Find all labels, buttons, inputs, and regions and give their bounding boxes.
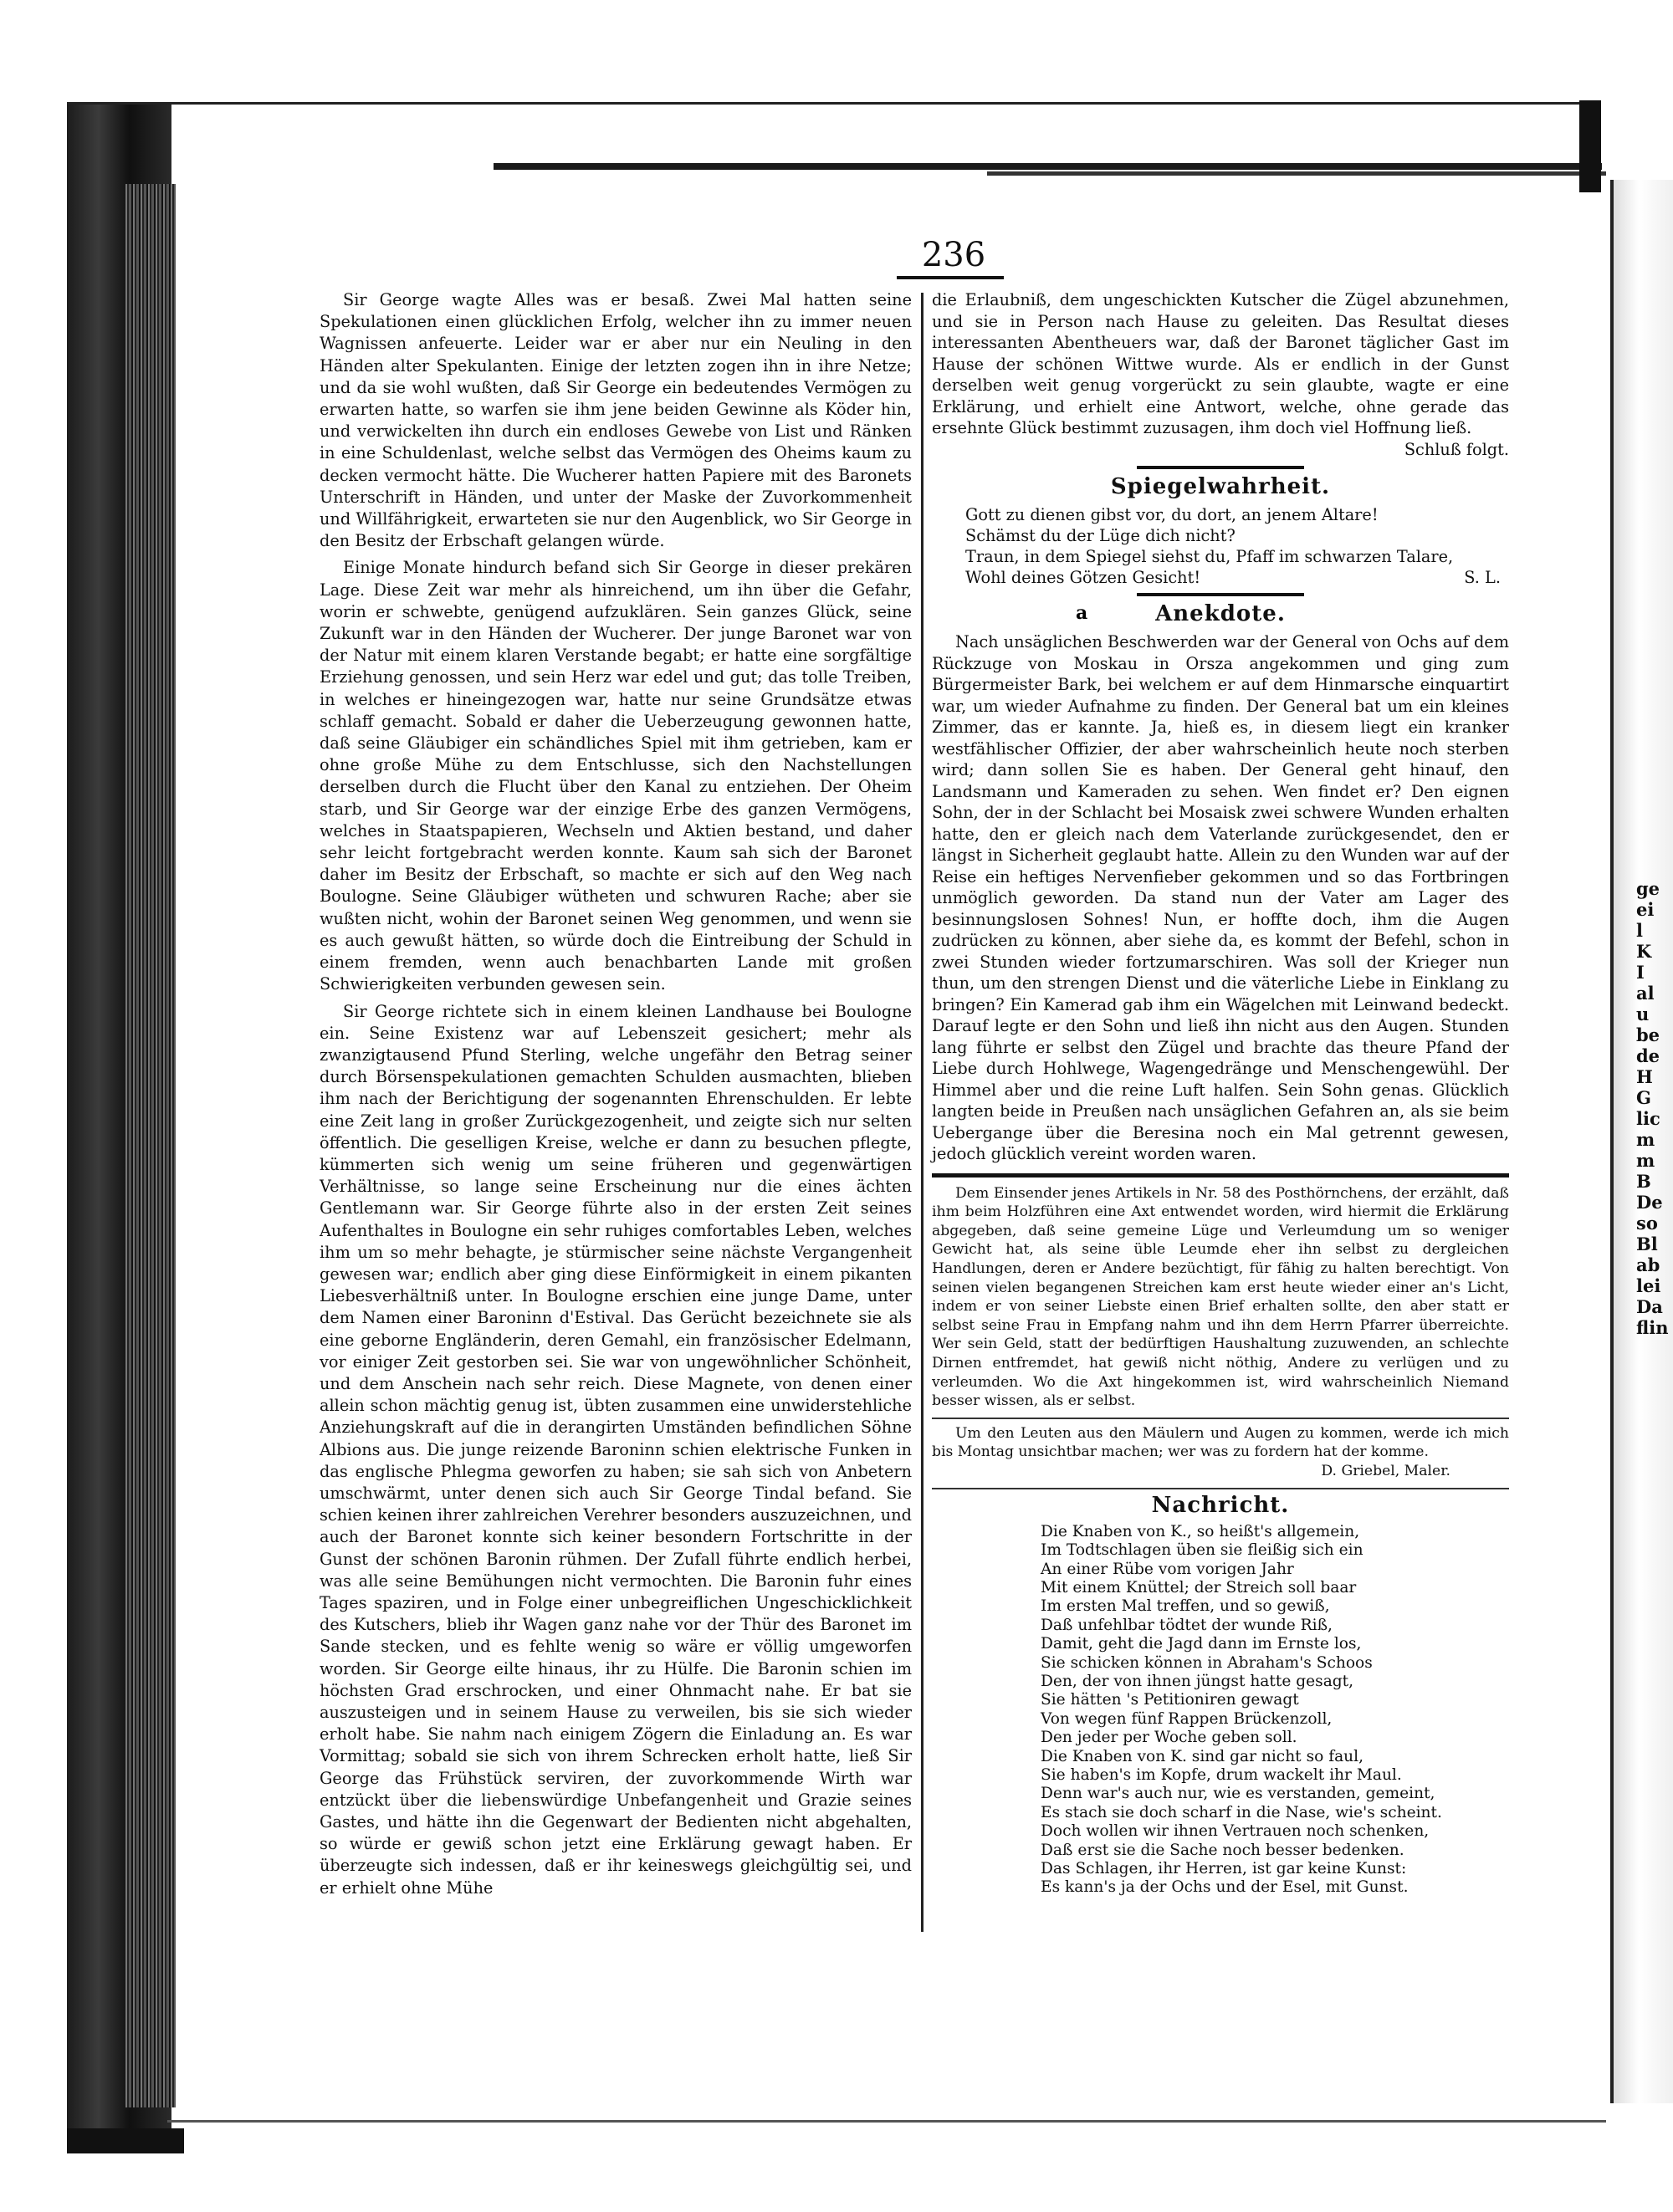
adjacent-fragment: lei bbox=[1636, 1275, 1661, 1296]
story-paragraph-2: Einige Monate hindurch befand sich Sir George in dieser prekären Lage. Diese Zeit war mehr als hinreichend, um ihn über die Gefahr, worin er schwebte, genügend aufzuklären. Sein ganzes Glück, seine Zukunft war in den Händen der Wucherer. Der junge Baronet war von der Natur mit einem klaren Verstande begabt; er hatte eine sorgfältige Erziehung genossen, und sein Herz war edel und gut; das tolle Treiben, in welches er hineingezogen war, hatte nur seine Grundsätze etwas schlaff gemacht. Sobald er daher die Ueberzeugung gewonnen hatte, daß seine Gläubiger ein schändliches Spiel mit ihm getrieben, kam er ohne große Mühe zu dem Entschlusse, sich den Nachstellungen derselben durch die Flucht über den Kanal zu entziehen. Der Oheim starb, und Sir George war der einzige Erbe des ganzen Vermögens, welches in Staatspapieren, Wechseln und Aktien bestand, und daher sehr leicht fortgebracht werden konnte. Kaum sah sich der Baronet daher im Besitz der Erbschaft, so machte er sich auf den Weg nach Boulogne. Seine Gläubiger wütheten und schwuren Rache; aber sie wußten nicht, wohin der Baronet seinen Weg genommen, und wenn sie es auch gewußt hätten, so würde doch die Eintreibung der Schuld in einem fremden, wenn auch benachbarten Lande mit großen Schwierigkeiten verbunden gewesen sein. bbox=[320, 558, 912, 994]
adjacent-fragment: H bbox=[1636, 1066, 1653, 1087]
nachricht-line: Die Knaben von K., so heißt's allgemein, bbox=[1041, 1522, 1360, 1540]
adjacent-fragment: m bbox=[1636, 1150, 1655, 1171]
adjacent-fragment: K bbox=[1636, 941, 1652, 962]
story-paragraph-3: Sir George richtete sich in einem kleinen Landhause bei Boulogne ein. Seine Existenz war auf Lebenszeit gesichert; mehr als zwanzigtausend Pfund Sterling, welche ungefähr den Betrag seiner durch Börsenspekulationen gemachten Schulden ausmachten, blieben ihm nach der Berichtigung der sogenannten Ehrenschulden. Er lebte eine Zeit lang in großer Zurückgezogenheit, und zeigte sich nur selten öffentlich. Die geselligen Kreise, welche er dann zu besuchen pflegte, kümmerten sich wenig um seine früheren und gegenwärtigen Verhältnisse, so lange seine Erscheinung nur die eines ächten Gentlemann war. Sir George führte also in der ersten Zeit seines Aufenthaltes in Boulogne ein sehr ruhiges comfortables Leben, welches ihm um so mehr behagte, je stürmischer seine nächste Vergangenheit gewesen war; endlich aber ging diese Einförmigkeit in einem pikanten Liebesverhältniß unter. In Boulogne erschien eine junge Dame, unter dem Namen einer Baroninn d'Estival. Das Gerücht bezeichnete sie als eine geborne Engländerin, deren Gemahl, ein französischer Edelmann, vor einiger Zeit gestorben sei. Sie war von ungewöhnlicher Schönheit, und dem Anschein nach sehr reich. Diese Magnete, von denen einer allein schon mächtig genug ist, übten zusammen eine unwiderstehliche Anziehungskraft auf die in derangirten Umständen befindlichen Söhne Albions aus. Die junge reizende Baroninn schien elektrische Funken in das englische Phlegma geworfen zu haben; sie sah sich von Anbetern umschwärmt, unter denen sich auch Sir George Tindal befand. Sie schien keinen ihrer zahlreichen Verehrer besonders auszuzeichnen, und auch der Baronet konnte sich keiner besondern Fortschritte in der Gunst der schönen Baronin rühmen. Der Zufall führte endlich herbei, was alle seine Bemühungen nicht vermochten. Die Baronin fuhr eines Tages spaziren, und in Folge einer unbegreiflichen Ungeschicklichkeit des Kutschers, blieb ihr Wagen ganz nahe vor der Thür des Baronet im Sande stecken, und es fehlte wenig so wäre er völlig umgeworfen worden. Sir George eilte hinaus, ihr zu Hülfe. Die Baronin schien im höchsten Grad erschrocken, und einer Ohnmacht nahe. Er bat sie auszusteigen und in seinem Hause zu verweilen, bis sie sich wieder erholt habe. Sie nahm nach einigem Zögern die Einladung an. Es war Vormittag; sobald sie sich von ihrem Schrecken erholt hatte, ließ Sir George das Frühstück serviren, der zuvorkommende Wirth war entzückt über die liebenswürdige Unbefangenheit und Grazie seines Gastes, und hätte ihn die Gegenwart der Bedienten nicht abgehalten, so würde er gewiß schon jetzt eine Erklärung gewagt haben. Er überzeugte sich indessen, daß er ihr keineswegs gleichgültig sei, und er erhielt ohne Mühe bbox=[320, 1001, 912, 1898]
spiegel-signature: S. L. bbox=[1464, 567, 1501, 587]
adjacent-fragment: De bbox=[1636, 1192, 1663, 1213]
section-separator-thin bbox=[932, 1418, 1509, 1419]
nachricht-line: An einer Rübe vom vorigen Jahr bbox=[1041, 1560, 1294, 1578]
notice-text: Dem Einsender jenes Artikels in Nr. 58 des Posthörnchens, der erzählt, daß ihm beim Holzführen eine Axt entwendet worden, wird hiermit die Erklärung abgegeben, daß seine gemeine Lüge und Verleumdung um so weniger Gewicht hat, als seine üble Leumde eher ihn selbst zu dergleichen Handlungen, deren er Andere bezüchtigt, für fähig zu halten berechtigt. Von seinen vielen begangenen Streichen kam erst heute wieder einer an's Licht, indem er von seiner Liebste einen Brief erhalten sollte, den aber statt er selbst seine Frau in Empfang nahm und ihn dem Herrn Pfarrer überreichte. Wer sein Geld, statt der bedürftigen Haushaltung zuzuwenden, an schlechte Dirnen entfremdet, hat gewiß nicht nöthig, Andere zu verlügen und zu verleumden. Wo die Axt hingekommen ist, wird wahrscheinlich Niemand besser wissen, als er selbst. bbox=[932, 1184, 1509, 1410]
nachricht-title: Nachricht. bbox=[1151, 1492, 1290, 1518]
right-column bbox=[932, 289, 1509, 1898]
adjacent-fragment: de bbox=[1636, 1045, 1660, 1066]
adjacent-fragment: be bbox=[1636, 1024, 1660, 1045]
nachricht-poem bbox=[1041, 1523, 1509, 1898]
adjacent-page-fragments bbox=[1636, 878, 1673, 1338]
section-separator-thin bbox=[932, 1488, 1509, 1489]
page-number-rule bbox=[897, 276, 1004, 279]
spiegel-last-row bbox=[965, 567, 1509, 588]
ad-signature: D. Griebel, Maler. bbox=[1321, 1462, 1450, 1479]
nachricht-line: Das Schlagen, ihr Herren, ist gar keine Kunst: bbox=[1041, 1860, 1407, 1878]
story-continuation: die Erlaubniß, dem ungeschickten Kutscher die Zügel abzunehmen, und sie in Person nach Hause zu geleiten. Das Resultat dieses interessanten Abentheuers war, daß der Baronet täglicher Gast im Hause der schönen Wittwe wurde. Als er endlich in der Gunst derselben weit genug vorgerückt zu sein glaubte, wagte er eine Erklärung, und erhielt eine Antwort, welche, ohne gerade das ersehnte Glück bestimmt zuzusagen, ihm doch viel Hoffnung ließ. bbox=[932, 290, 1509, 437]
nachricht-line: Mit einem Knüttel; der Streich soll baar bbox=[1041, 1578, 1357, 1596]
nachricht-line: Daß erst sie die Sache noch besser bedenken. bbox=[1041, 1841, 1404, 1859]
anekdote-title: Anekdote. bbox=[1155, 600, 1286, 626]
ad-text: Um den Leuten aus den Mäulern und Augen zu kommen, werde ich mich bis Montag unsichtbar machen; wer was zu fordern hat der komme. bbox=[932, 1424, 1509, 1461]
adjacent-fragment: ab bbox=[1636, 1254, 1660, 1275]
nachricht-line: Im Todtschlagen üben sie fleißig sich ein bbox=[1041, 1541, 1363, 1560]
scan-bottom-edge bbox=[167, 2120, 1606, 2123]
adjacent-fragment: l bbox=[1636, 920, 1643, 941]
adjacent-fragment: m bbox=[1636, 1129, 1655, 1150]
adjacent-fragment: Bl bbox=[1636, 1234, 1658, 1254]
spiegel-title: Spiegelwahrheit. bbox=[1110, 473, 1331, 499]
header-rule-secondary bbox=[987, 171, 1606, 176]
nachricht-line: Den jeder per Woche geben soll. bbox=[1041, 1729, 1297, 1747]
nachricht-line: Doch wollen wir ihnen Vertrauen noch schenken, bbox=[1041, 1822, 1430, 1841]
nachricht-line: Es stach sie doch scharf in die Nase, wie's scheint. bbox=[1041, 1803, 1442, 1821]
nachricht-line: Sie haben's im Kopfe, drum wackelt ihr Maul. bbox=[1041, 1766, 1402, 1784]
spiegel-line-1: Gott zu dienen gibst vor, du dort, an jenem Altare! bbox=[965, 504, 1379, 524]
nachricht-line: Sie schicken können in Abraham's Schoos bbox=[1041, 1653, 1373, 1672]
nachricht-line: Damit, geht die Jagd dann im Ernste los, bbox=[1041, 1635, 1362, 1653]
nachricht-line: Im ersten Mal treffen, und so gewiß, bbox=[1041, 1597, 1330, 1616]
scan-bottom-shadow bbox=[67, 2128, 184, 2153]
spiegel-line-3: Traun, in dem Spiegel siehst du, Pfaff im schwarzen Talare, bbox=[965, 546, 1454, 566]
section-separator-thick bbox=[932, 1173, 1509, 1178]
adjacent-fragment: ei bbox=[1636, 899, 1655, 920]
adjacent-fragment: so bbox=[1636, 1213, 1658, 1234]
spiegel-poem bbox=[965, 504, 1509, 588]
nachricht-line: Von wegen fünf Rappen Brückenzoll, bbox=[1041, 1709, 1333, 1728]
anekdote-text: Nach unsäglichen Beschwerden war der General von Ochs auf dem Rückzuge von Moskau in Orsza angekommen und ging zum Bürgermeister Bark, bei welchem er auf dem Hinmarsche einquartirt war, um wieder Aufnahme zu finden. Der General bat um ein kleines Zimmer, das er kannte. Ja, hieß es, in diesem liegt ein kranker westfählischer Offizier, der aber wahrscheinlich heute noch sterben wird; dann sollen Sie es haben. Der General geht hinauf, den Landsmann und Kameraden zu sehen. Wen findet er? Den eignen Sohn, der in der Schlacht bei Mosaisk zwei schwere Wunden erhalten hatte, den er gleich nach dem Vaterlande zurückgesendet, den er längst in Sicherheit geglaubt hatte. Allein zu den Wunden war auf der Reise ein heftiges Nervenfieber gekommen und so das Fortbringen unmöglich geworden. Da stand nun der Vater am Lager des besinnungslosen Sohnes! Nun, er hoffte doch, ihm die Augen zudrücken zu können, aber siehe da, es kommt der Befehl, schon in zwei Stunden wieder fortzumarschiren. Was soll der Krieger nun thun, um den strengen Dienst und die väterliche Liebe in Einklang zu bringen? Ein Kamerad gab ihm ein Wägelchen mit Leinwand bedeckt. Darauf legte er den Sohn und ließ ihn nicht aus den Augen. Stunden lang führte er selbst den Zügel und brachte das theure Pfand der Liebe durch Hohlwege, Wagengedränge und Menschengewühl. Der Himmel aber und die reine Luft halfen. Sein Sohn genas. Glücklich langten beide in Preußen nach unsäglichen Gefahren an, als sie beim Uebergange über die Beresina noch ein Mal getrennt gewesen, jedoch glücklich vereint worden waren. bbox=[932, 632, 1509, 1164]
stray-print-mark: a bbox=[1076, 602, 1088, 624]
adjacent-fragment: flin bbox=[1636, 1317, 1669, 1338]
adjacent-fragment: G bbox=[1636, 1087, 1651, 1108]
adjacent-fragment: ge bbox=[1636, 878, 1660, 899]
spiegel-line-2: Schämst du der Lüge dich nicht? bbox=[965, 525, 1236, 545]
nachricht-line: Daß unfehlbar tödtet der wunde Riß, bbox=[1041, 1616, 1333, 1634]
left-column bbox=[320, 289, 912, 1899]
section-separator bbox=[1137, 466, 1304, 469]
nachricht-line: Es kann's ja der Ochs und der Esel, mit Gunst. bbox=[1041, 1878, 1409, 1897]
adjacent-fragment: u bbox=[1636, 1004, 1650, 1024]
page-stack-edge bbox=[125, 184, 176, 2107]
header-rule bbox=[494, 163, 1602, 170]
spiegel-line-4: Wohl deines Götzen Gesicht! bbox=[965, 567, 1201, 587]
nachricht-line: Die Knaben von K. sind gar nicht so faul, bbox=[1041, 1747, 1364, 1765]
adjacent-fragment: Da bbox=[1636, 1296, 1663, 1317]
page-number: 236 bbox=[921, 236, 986, 274]
nachricht-line: Denn war's auch nur, wie es verstanden, gemeint, bbox=[1041, 1785, 1435, 1803]
adjacent-fragment: lic bbox=[1636, 1108, 1660, 1129]
section-separator bbox=[1137, 593, 1304, 596]
adjacent-fragment: B bbox=[1636, 1171, 1651, 1192]
scan-right-mark bbox=[1579, 100, 1601, 192]
nachricht-line: Sie hätten 's Petitioniren gewagt bbox=[1041, 1691, 1299, 1709]
story-paragraph-1: Sir George wagte Alles was er besaß. Zwei Mal hatten seine Spekulationen einen glücklichen Erfolg, welcher ihn zu immer neuen Wagnissen anfeuerte. Leider war er aber nur ein Neuling in den Händen alter Spekulanten. Einige der letzten zogen ihn in ihre Netze; und da sie wohl wußten, daß Sir George ein bedeutendes Vermögen zu erwarten hatte, so warfen sie ihm jene beiden Gewinne als Köder hin, und verwickelten ihn durch ein endloses Gewebe von List und Ränken in eine Schuldenlast, welche selbst das Vermögen des Oheims kaum zu decken vermocht hätte. Die Wucherer hatten Papiere mit des Baronets Unterschrift in Händen, und unter der Maske der Zuvorkommenheit und Willfährigkeit, erwarteten sie nur den Augenblick, wo Sir George in den Besitz der Erbschaft gelangen würde. bbox=[320, 290, 912, 551]
adjacent-fragment: al bbox=[1636, 983, 1655, 1004]
adjacent-fragment: I bbox=[1636, 962, 1645, 983]
nachricht-line: Den, der von ihnen jüngst hatte gesagt, bbox=[1041, 1672, 1354, 1690]
column-divider bbox=[921, 293, 923, 1932]
scan-top-edge bbox=[67, 102, 1598, 105]
story-continuation-note: Schluß folgt. bbox=[1404, 439, 1509, 459]
